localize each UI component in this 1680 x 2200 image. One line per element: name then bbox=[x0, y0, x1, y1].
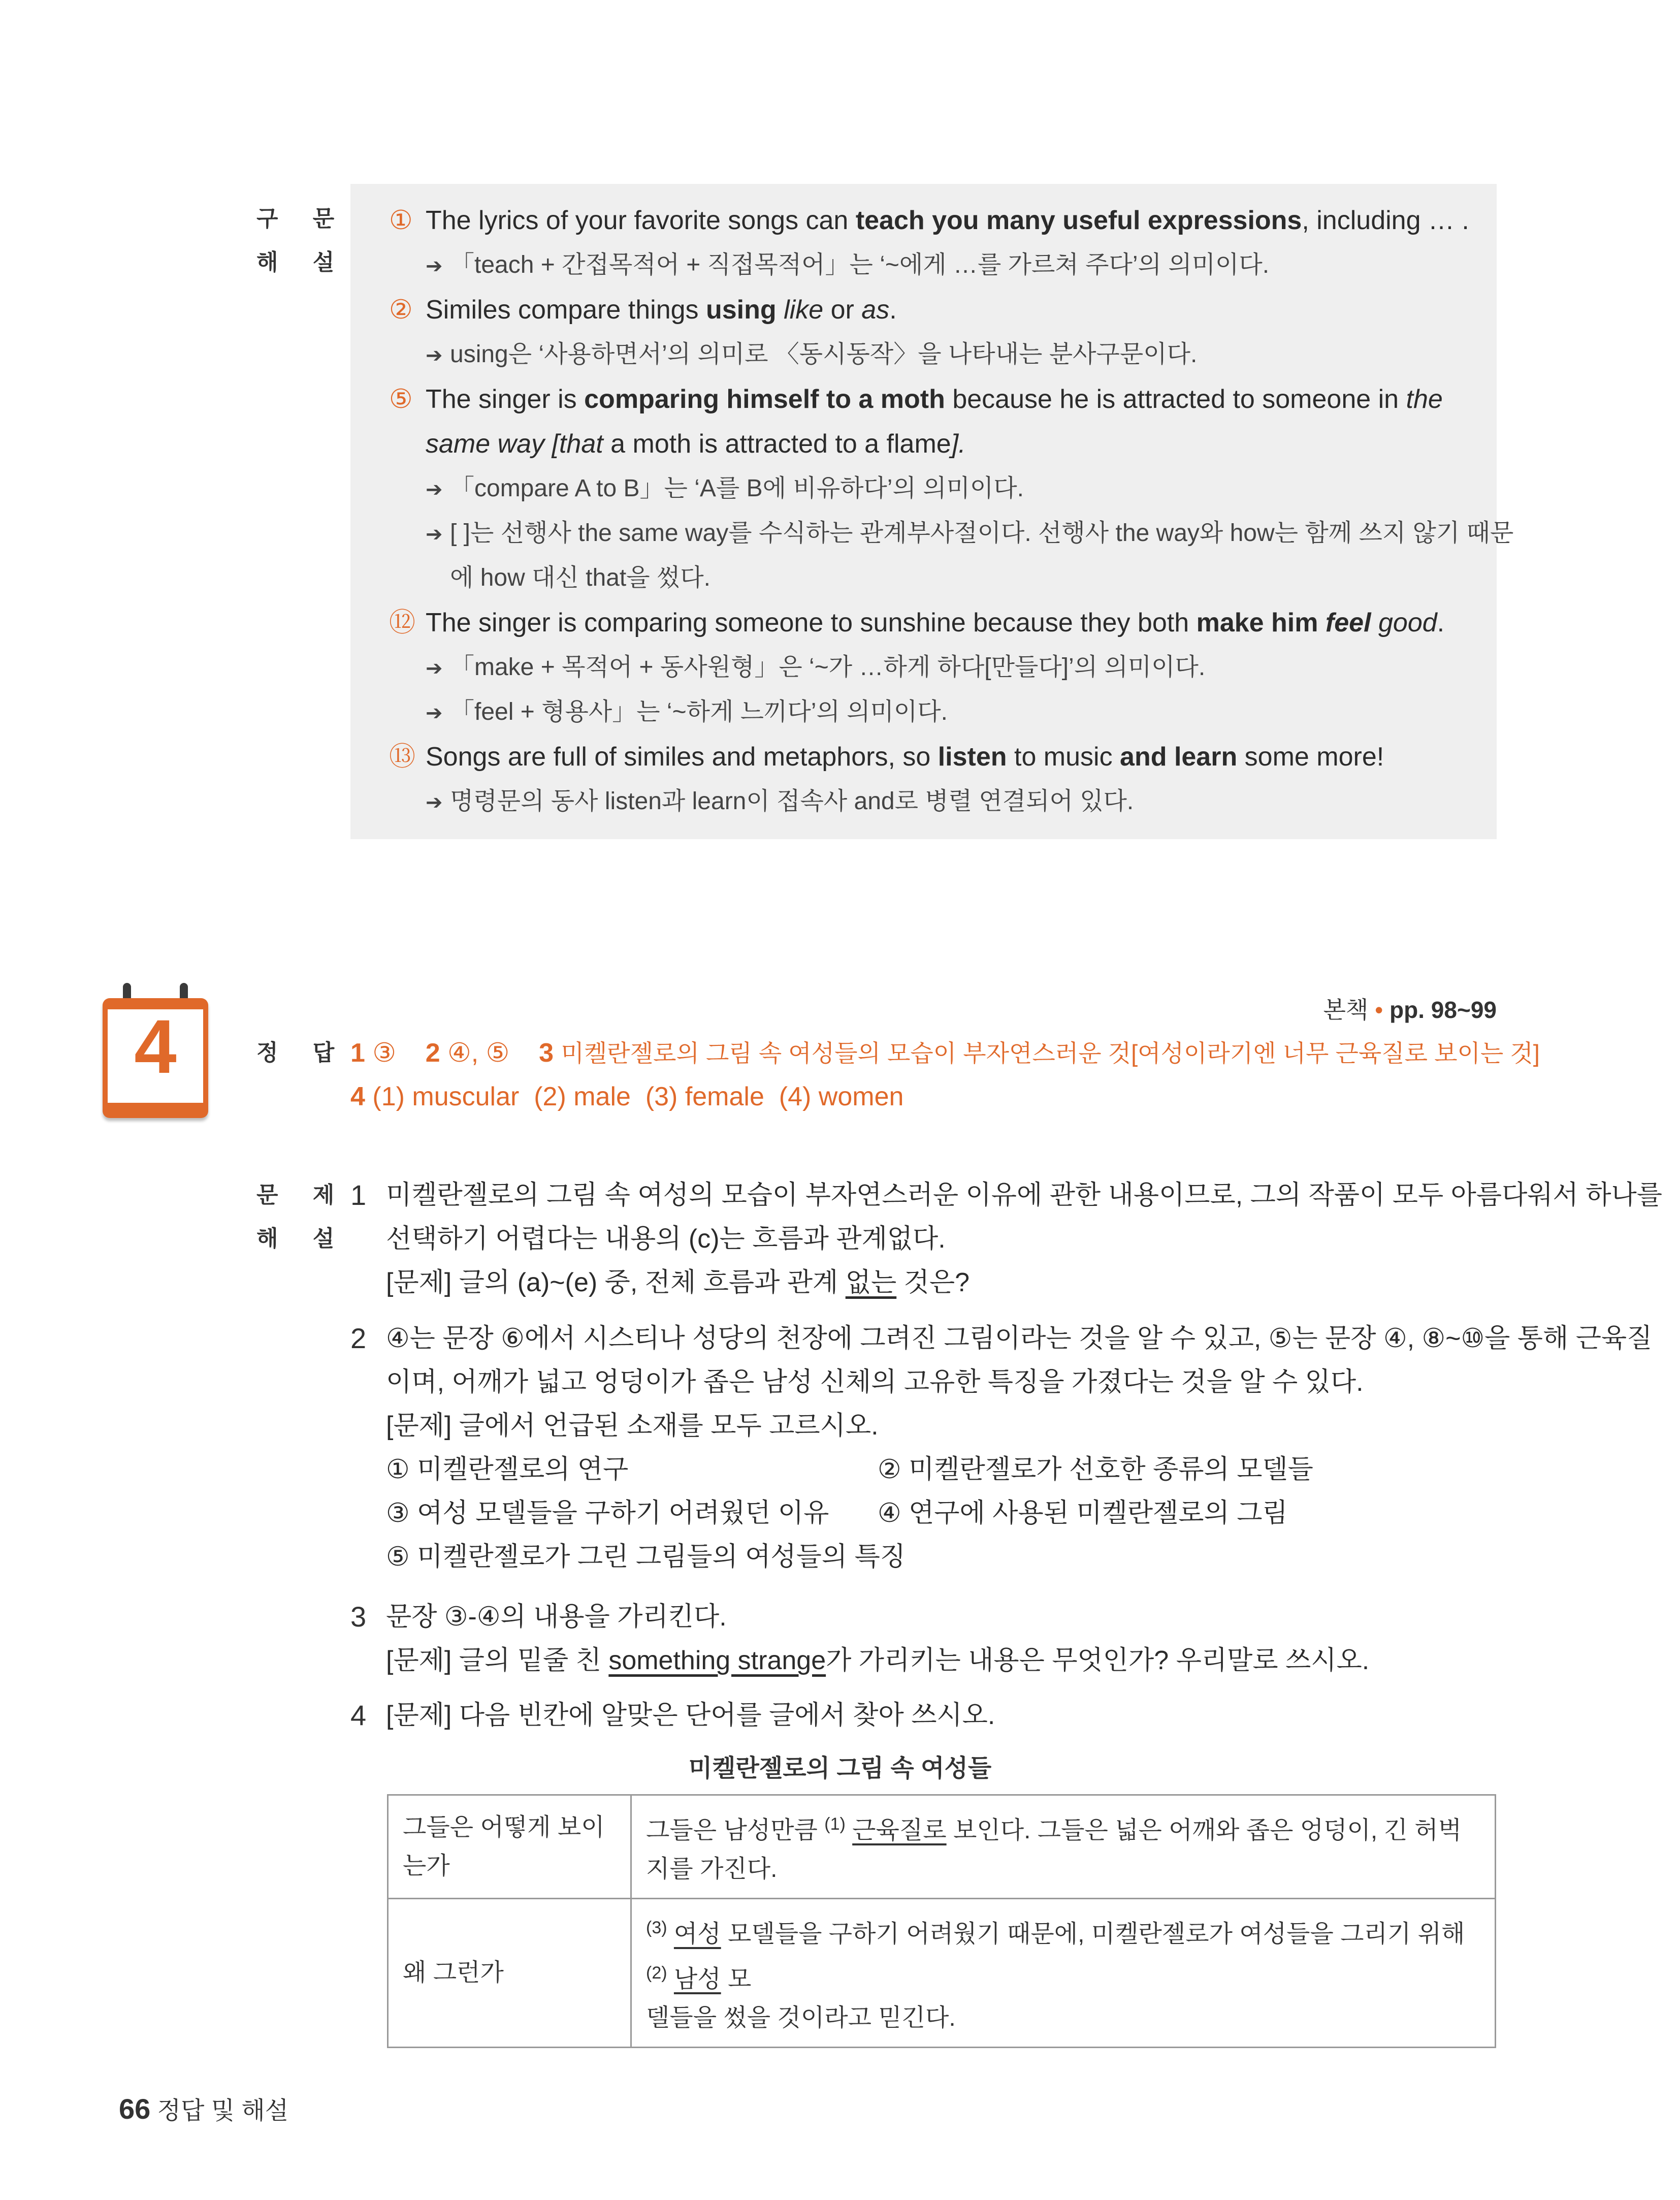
syntax-note: ➔ 「make + 목적어 + 동사원형」은 ‘~가 …하게 하다[만들다]’의 의미이다. bbox=[426, 645, 1572, 691]
arrow-icon: ➔ bbox=[426, 791, 443, 814]
q2-option: ② 미켈란젤로가 선호한 종류의 모델들 bbox=[878, 1455, 1313, 1484]
q3-line: 문장 ③-④의 내용을 가리킨다. bbox=[386, 1602, 727, 1632]
arrow-icon: ➔ bbox=[426, 479, 443, 501]
table-row bbox=[388, 1899, 1496, 2048]
arrow-icon: ➔ bbox=[426, 255, 443, 277]
page-reference: 본책 • pp. 98~99 bbox=[1323, 997, 1497, 1023]
page-number: 66 bbox=[119, 2093, 151, 2125]
q2-line: ④는 문장 ⑥에서 시스티나 성당의 천장에 그려진 그림이라는 것을 알 수 있고, ⑤는 문장 ④, ⑧~⑩을 통해 근육질 bbox=[386, 1324, 1653, 1353]
q2-option: ③ 여성 모델들을 구하기 어려웠던 이유 bbox=[386, 1498, 829, 1528]
q2-line: 이며, 어깨가 넓고 엉덩이가 좁은 남성 신체의 고유한 특징을 가졌다는 것을 알 수 있다. bbox=[386, 1367, 1364, 1397]
table-row-header: 그들은 어떻게 보이는가 bbox=[388, 1795, 631, 1899]
table-cell: $^{(3)}$ 여성 모델들을 구하기 어려웠기 때문에, 미켈란젤로가 여성들을 그리기 위해 $^{(2)}$ 남성 모 델들을 썼을 것이라고 믿긴다. bbox=[631, 1899, 1496, 2048]
q2-option: ⑤ 미켈란젤로가 그린 그림들의 여성들의 특징 bbox=[386, 1542, 906, 1572]
table-cell: 그들은 남성만큼 $^{(1)}$ 근육질로 보인다. 그들은 넓은 어깨와 좁은 엉덩이, 긴 허벅지를 가진다. bbox=[631, 1795, 1496, 1899]
summary-table bbox=[387, 1794, 1496, 2048]
table-row bbox=[388, 1795, 1496, 1899]
q1-question: [문제] 글의 (a)~(e) 중, 전체 흐름과 관계 없는 것은? bbox=[386, 1268, 970, 1297]
syntax-item-1: ① The lyrics of your favorite songs can teach you many useful expressions, including … . bbox=[389, 206, 1469, 235]
footer-title: 정답 및 해설 bbox=[157, 2097, 289, 2124]
syntax-item-13: ⑬ Songs are full of similes and metaphors, so listen to music and learn some more! bbox=[389, 742, 1384, 772]
question-number: 1 bbox=[350, 1179, 367, 1211]
q1-line: 선택하기 어렵다는 내용의 (c)는 흐름과 관계없다. bbox=[386, 1224, 946, 1254]
answer-label: 정 답 bbox=[256, 1040, 349, 1065]
arrow-icon: ➔ bbox=[426, 702, 443, 724]
syntax-note: ➔ [ ]는 선행사 the same way를 수식하는 관계부사절이다. 선행사 the way와 how는 함께 쓰지 않기 때문 bbox=[426, 511, 1572, 557]
syntax-item-5: ⑤ The singer is comparing himself to a moth because he is attracted to someone in the bbox=[389, 385, 1443, 414]
syntax-note: ➔ using은 ‘사용하면서’의 의미로 〈동시동작〉을 나타내는 분사구문이다. bbox=[426, 332, 1572, 378]
syntax-item-5-cont: same way [that a moth is attracted to a flame]. bbox=[426, 429, 966, 459]
syntax-item-12: ⑫ The singer is comparing someone to sunshine because they both make him feel good. bbox=[389, 608, 1445, 637]
syntax-note: ➔ 「compare A to B」는 ‘A를 B에 비유하다’의 의미이다. bbox=[426, 466, 1572, 512]
section-number: 4 bbox=[134, 1004, 177, 1089]
arrow-icon: ➔ bbox=[426, 523, 443, 546]
syntax-note-cont: 에 how 대신 that을 썼다. bbox=[450, 564, 711, 591]
syntax-label: 구 문 해 설 bbox=[256, 206, 349, 275]
arrow-icon: ➔ bbox=[426, 657, 443, 680]
q1-line: 미켈란젤로의 그림 속 여성의 모습이 부자연스러운 이유에 관한 내용이므로, 그의 작품이 모두 아름다워서 하나를 bbox=[386, 1181, 1662, 1210]
syntax-item-2: ② Similes compare things using like or as. bbox=[389, 295, 897, 325]
syntax-note: ➔ 명령문의 동사 listen과 learn이 접속사 and로 병렬 연결되어 있다. bbox=[426, 779, 1572, 825]
answer-line-1: 1 ③ 2 ④, ⑤ 3 미켈란젤로의 그림 속 여성들의 모습이 부자연스러운 것[여성이라기엔 너무 근육질로 보이는 것] bbox=[350, 1038, 1540, 1068]
syntax-note: ➔ 「teach + 간접목적어 + 직접목적어」는 ‘~에게 …를 가르쳐 주다’의 의미이다. bbox=[426, 243, 1572, 289]
syntax-box bbox=[350, 184, 1514, 839]
table-row-header: 왜 그런가 bbox=[388, 1899, 631, 2048]
question-number: 3 bbox=[350, 1601, 367, 1633]
q2-question: [문제] 글에서 언급된 소재를 모두 고르시오. bbox=[386, 1411, 879, 1441]
section-number-calendar-icon bbox=[103, 983, 208, 1118]
question-number: 4 bbox=[350, 1699, 367, 1731]
q4-question: [문제] 다음 빈칸에 알맞은 단어를 글에서 찾아 쓰시오. bbox=[386, 1701, 995, 1730]
page-footer bbox=[119, 2091, 288, 2126]
arrow-icon: ➔ bbox=[426, 344, 443, 367]
explanation-label: 문 제 해 설 bbox=[256, 1183, 349, 1251]
q2-option: ④ 연구에 사용된 미켈란젤로의 그림 bbox=[878, 1498, 1288, 1528]
q2-option: ① 미켈란젤로의 연구 bbox=[386, 1455, 629, 1484]
syntax-note: ➔ 「feel + 형용사」는 ‘~하게 느끼다’의 의미이다. bbox=[426, 690, 1572, 736]
answer-line-2: 4 (1) muscular (2) male (3) female (4) women bbox=[350, 1082, 904, 1111]
table-title: 미켈란젤로의 그림 속 여성들 bbox=[688, 1755, 992, 1782]
q3-question: [문제] 글의 밑줄 친 something strange가 가리키는 내용은 무엇인가? 우리말로 쓰시오. bbox=[386, 1646, 1370, 1675]
question-number: 2 bbox=[350, 1322, 367, 1354]
